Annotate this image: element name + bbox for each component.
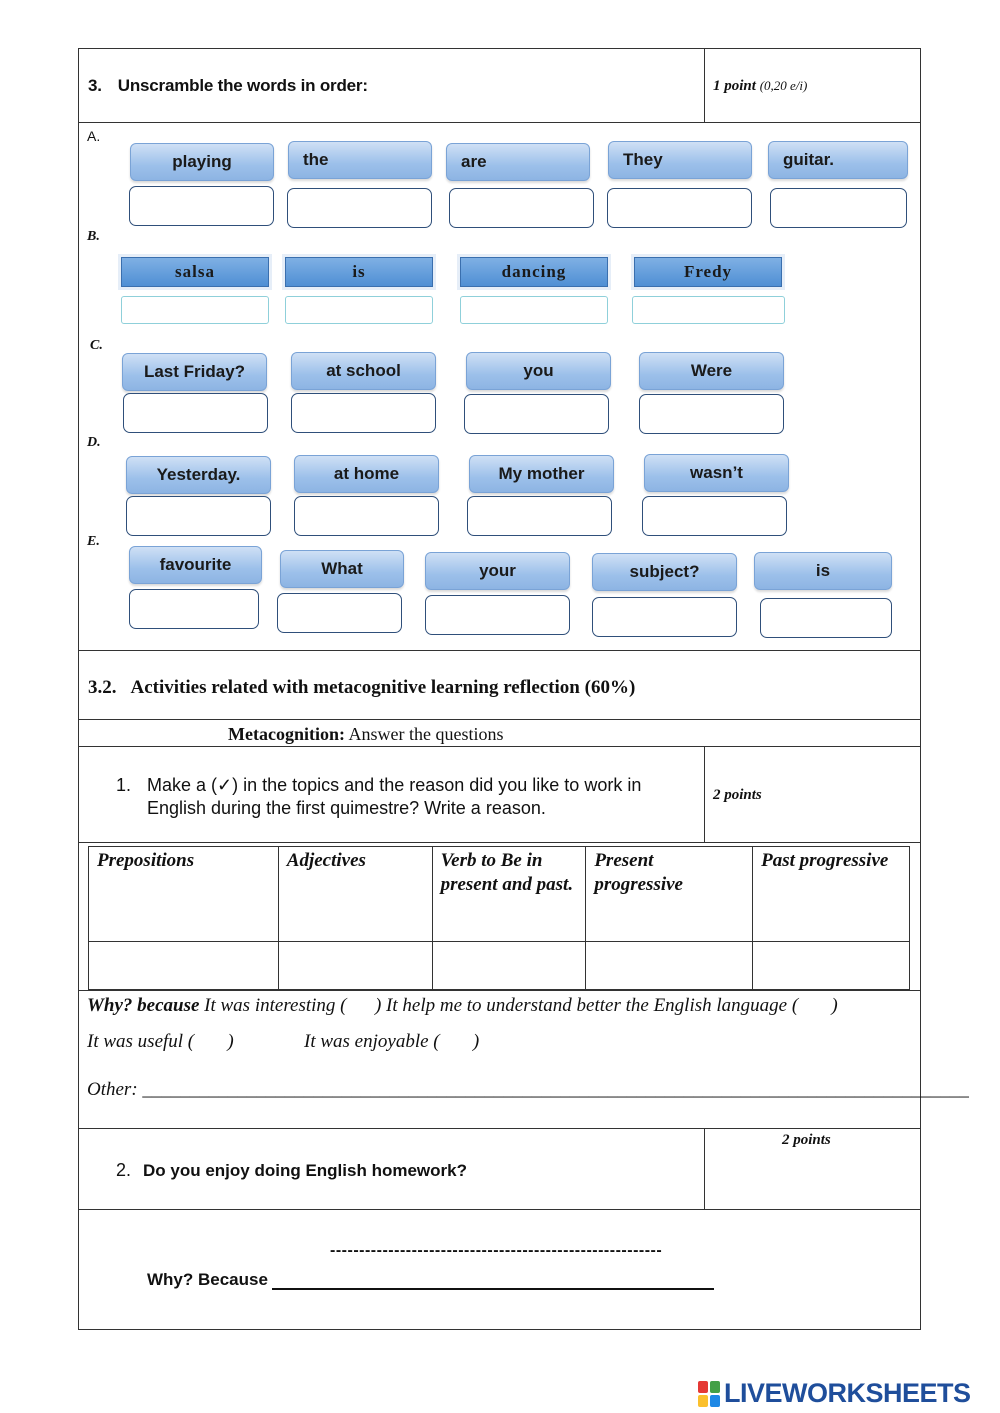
divider	[78, 842, 921, 843]
divider	[78, 1209, 921, 1210]
why-useful: It was useful ( )	[87, 1031, 234, 1052]
topic-header-past-progressive: Past progressive	[753, 847, 910, 942]
topic-header-adjectives: Adjectives	[278, 847, 432, 942]
table-header-row	[89, 847, 910, 942]
answer-line[interactable]	[272, 1270, 714, 1290]
word-tile[interactable]: wasn’t	[644, 454, 789, 492]
answer-box[interactable]	[425, 595, 570, 635]
question-text: Do you enjoy doing English homework?	[143, 1161, 467, 1180]
word-tile[interactable]: What	[280, 550, 404, 588]
answer-box[interactable]	[287, 188, 432, 228]
word-tile[interactable]: at home	[294, 455, 439, 493]
section-number: 3.2.	[88, 677, 117, 698]
topics-table	[88, 846, 910, 990]
answer-box[interactable]	[467, 496, 612, 536]
divider	[78, 650, 921, 651]
check-cell[interactable]	[278, 942, 432, 990]
why-lead: Why? because	[87, 995, 200, 1016]
row-letter-b: B.	[87, 229, 100, 244]
logo-square	[710, 1381, 720, 1393]
because-label: Why? Because	[147, 1270, 268, 1289]
metacognition-instruction	[228, 724, 503, 745]
row-letter-d: D.	[87, 435, 101, 450]
metacognition-text: Answer the questions	[344, 724, 504, 744]
answer-box[interactable]	[449, 188, 594, 228]
question-2-points: 2 points	[782, 1132, 831, 1148]
check-cell[interactable]	[89, 942, 279, 990]
question-text: Make a (✓) in the topics and the reason did you like to work in English during the first quimestre? Write a reason.	[147, 775, 642, 818]
question-1	[116, 774, 696, 820]
answer-box[interactable]	[639, 394, 784, 434]
word-tile[interactable]: subject?	[592, 553, 737, 591]
answer-box[interactable]	[129, 589, 259, 629]
word-tile[interactable]: They	[608, 141, 752, 179]
answer-box[interactable]	[285, 296, 433, 324]
check-cell[interactable]	[753, 942, 910, 990]
answer-box[interactable]	[129, 186, 274, 226]
why-options: It was interesting ( ) It help me to understand better the English language ( )	[199, 995, 838, 1016]
word-tile[interactable]: salsa	[121, 257, 269, 287]
question-2	[116, 1160, 467, 1181]
answer-box[interactable]	[760, 598, 892, 638]
logo-icon	[698, 1381, 720, 1407]
row-letter-a: A.	[87, 128, 101, 144]
word-tile[interactable]: at school	[291, 352, 436, 390]
divider	[704, 48, 705, 122]
word-tile[interactable]: playing	[130, 143, 274, 181]
word-tile[interactable]: is	[754, 552, 892, 590]
topic-header-prepositions: Prepositions	[89, 847, 279, 942]
answer-box[interactable]	[770, 188, 907, 228]
question-number: 1.	[116, 775, 132, 795]
divider	[704, 1128, 705, 1209]
divider	[78, 746, 921, 747]
topic-header-verb-to-be: Verb to Be in present and past.	[432, 847, 586, 942]
section-3-2-title	[88, 677, 635, 699]
divider	[78, 122, 921, 123]
word-tile[interactable]: My mother	[469, 455, 614, 493]
answer-box[interactable]	[121, 296, 269, 324]
section-title-text: Unscramble the words in order:	[117, 76, 368, 95]
word-tile[interactable]: Fredy	[634, 257, 782, 287]
divider	[78, 990, 921, 991]
metacognition-label: Metacognition:	[228, 724, 345, 744]
section-3-points	[713, 78, 807, 95]
word-tile[interactable]: the	[288, 141, 432, 179]
word-tile[interactable]: guitar.	[768, 141, 908, 179]
answer-box[interactable]	[277, 593, 402, 633]
answer-box[interactable]	[126, 496, 271, 536]
divider	[704, 746, 705, 842]
answer-box[interactable]	[291, 393, 436, 433]
word-tile[interactable]: Last Friday?	[122, 353, 267, 391]
answer-box[interactable]	[294, 496, 439, 536]
section-title-text: Activities related with metacognitive learning reflection (60%)	[130, 677, 636, 698]
row-letter-c: C.	[90, 338, 103, 353]
answer-box[interactable]	[123, 393, 268, 433]
why-enjoyable: It was enjoyable ( )	[304, 1031, 480, 1052]
answer-box[interactable]	[642, 496, 787, 536]
logo-square	[698, 1395, 708, 1407]
points-label: 1 point	[713, 78, 756, 94]
answer-box[interactable]	[632, 296, 785, 324]
why-other: Other: _______________________________________________________________________________________	[87, 1079, 969, 1100]
why-line-1	[87, 995, 838, 1017]
word-tile[interactable]: you	[466, 352, 611, 390]
check-cell[interactable]	[432, 942, 586, 990]
row-letter-e: E.	[87, 534, 100, 549]
answer-box[interactable]	[464, 394, 609, 434]
logo-square	[710, 1395, 720, 1407]
divider	[78, 719, 921, 720]
word-tile[interactable]: dancing	[460, 257, 608, 287]
word-tile[interactable]: your	[425, 552, 570, 590]
logo-text: LIVEWORKSHEETS	[724, 1378, 971, 1408]
answer-box[interactable]	[592, 597, 737, 637]
word-tile[interactable]: favourite	[129, 546, 262, 584]
question-1-points: 2 points	[713, 787, 762, 803]
because-line	[147, 1270, 714, 1290]
divider	[78, 1128, 921, 1129]
section-number: 3.	[88, 76, 102, 95]
topic-header-present-progressive: Present progressive	[586, 847, 753, 942]
word-tile[interactable]: Were	[639, 352, 784, 390]
question-number: 2.	[116, 1160, 132, 1180]
logo-square	[698, 1381, 708, 1393]
section-3-title	[88, 76, 368, 96]
answer-box[interactable]	[460, 296, 608, 324]
table-row	[89, 942, 910, 990]
word-tile[interactable]: Yesterday.	[126, 456, 271, 494]
word-tile[interactable]: are	[446, 143, 590, 181]
liveworksheets-logo	[698, 1378, 971, 1409]
check-cell[interactable]	[586, 942, 753, 990]
word-tile[interactable]: is	[285, 257, 433, 287]
points-detail: (0,20 e/i)	[759, 78, 808, 93]
answer-box[interactable]	[607, 188, 752, 228]
answer-dash-line: ---------------------------------------------------------	[330, 1242, 663, 1259]
